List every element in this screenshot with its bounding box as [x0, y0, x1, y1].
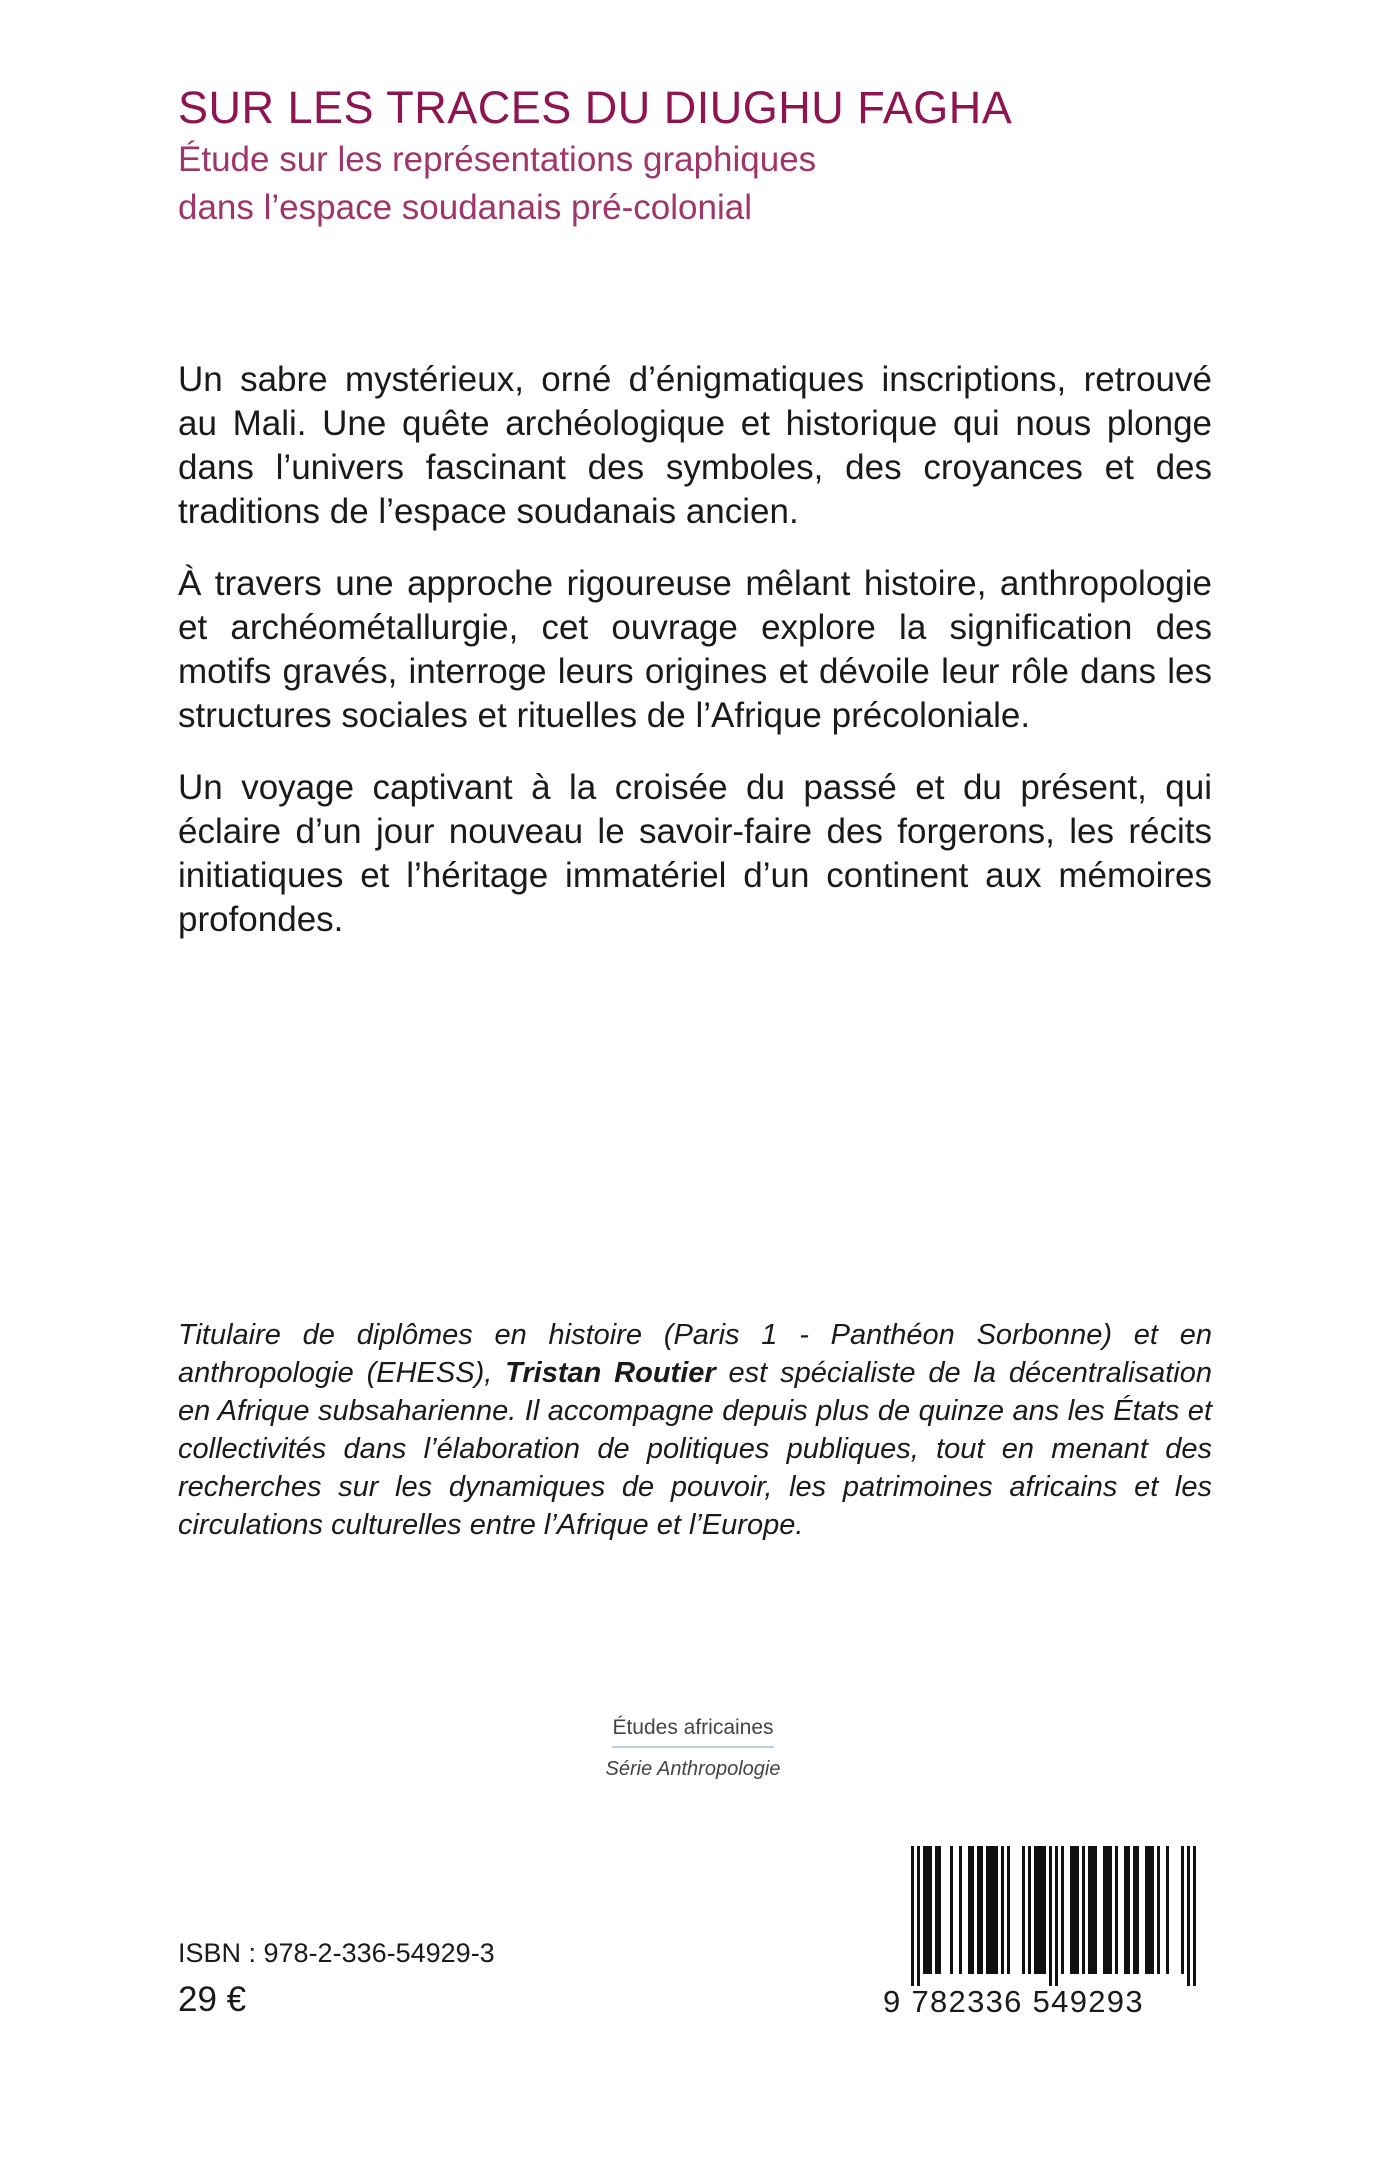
barcode — [883, 1846, 1205, 2038]
barcode-bar — [1055, 1846, 1058, 1986]
barcode-bar — [938, 1846, 941, 1974]
barcode-bar — [1088, 1846, 1091, 1974]
barcode-bar — [1124, 1846, 1127, 1974]
barcode-bar — [935, 1846, 938, 1974]
barcode-bar — [1049, 1846, 1052, 1986]
blurb-paragraph-2: À travers une approche rigoureuse mêlant histoire, anthropologie et archéométallurgie, cet ouvrage explore la signification des motifs gravés, interroge leurs origines et dévoile leur rôle dans les structures sociales et rituelles de l’Afrique précoloniale. — [178, 564, 1212, 735]
barcode-bar — [992, 1846, 995, 1974]
barcode-bar — [1001, 1846, 1004, 1974]
barcode-bar — [917, 1846, 920, 1986]
barcode-bar — [950, 1846, 953, 1974]
barcode-bar — [1133, 1846, 1136, 1974]
barcode-bar — [1109, 1846, 1112, 1974]
barcode-bar — [926, 1846, 929, 1974]
barcode-bar — [911, 1846, 914, 1986]
barcode-bar — [1073, 1846, 1076, 1974]
blurb-paragraph-3: Un voyage captivant à la croisée du passé et du présent, qui éclaire d’un jour nouveau le savoir-faire des forgerons, les récits initiatiques et l’héritage immatériel d’un continent aux mémoires profondes. — [178, 768, 1212, 939]
barcode-bar — [1022, 1846, 1025, 1974]
barcode-bar — [989, 1846, 992, 1974]
barcode-bar — [1061, 1846, 1064, 1974]
barcode-bar — [1040, 1846, 1043, 1974]
barcode-bar — [1082, 1846, 1085, 1974]
barcode-bar — [1127, 1846, 1130, 1974]
series-name: Études africaines — [612, 1716, 773, 1748]
barcode-bar — [1136, 1846, 1139, 1974]
barcode-bar — [968, 1846, 971, 1974]
subtitle-line-2: dans l’espace soudanais pré-colonial — [178, 188, 752, 227]
isbn-number: ISBN : 978-2-336-54929-3 — [178, 1938, 495, 1968]
bio-intro: Titulaire de diplômes en histoire (Paris 1 - Panthéon Sorbonne) et en anthropologie (EHESS), — [178, 1319, 1212, 1389]
bio-rest: est spécialiste de la décentralisation en Afrique subsaharienne. Il accompagne depuis plus de quinze ans les États et collectivités dans l’élaboration de politiques publiques, tout en menant des recherches sur les dynamiques de pouvoir, les patrimoines africains et les circulations culturelles entre l’Afrique et l’Europe. — [178, 1357, 1213, 1541]
barcode-bar — [1103, 1846, 1106, 1974]
barcode-bar — [1070, 1846, 1073, 1974]
barcode-bar — [1028, 1846, 1031, 1974]
barcode-bar — [1151, 1846, 1154, 1974]
barcode-bar — [980, 1846, 983, 1974]
barcode-bar — [1145, 1846, 1148, 1974]
author-name: Tristan Routier — [505, 1357, 716, 1389]
price: 29 € — [178, 1980, 247, 2019]
barcode-bar — [1037, 1846, 1040, 1974]
barcode-bar — [1187, 1846, 1190, 1986]
barcode-bar — [1181, 1846, 1184, 1974]
series-subseries: Série Anthropologie — [605, 1758, 781, 1780]
barcode-bar — [995, 1846, 998, 1974]
blurb-paragraph-1: Un sabre mystérieux, orné d’énigmatiques inscriptions, retrouvé au Mali. Une quête archéologique et historique qui nous plonge dans l’univers fascinant des symboles, des croyances et des traditions de l’espace soudanais ancien. — [178, 360, 1212, 531]
barcode-bar — [1007, 1846, 1010, 1974]
series-logo — [560, 1716, 826, 1781]
barcode-bar — [1094, 1846, 1097, 1974]
barcode-bar — [959, 1846, 962, 1974]
barcode-bar — [977, 1846, 980, 1974]
barcode-bar — [971, 1846, 974, 1974]
subtitle-line-1: Étude sur les représentations graphiques — [178, 140, 817, 179]
barcode-bar — [1193, 1846, 1196, 1986]
barcode-bar — [923, 1846, 926, 1974]
barcode-bar — [1076, 1846, 1079, 1974]
barcode-bar — [1166, 1846, 1169, 1974]
book-subtitle — [178, 136, 816, 232]
barcode-bar — [1034, 1846, 1037, 1974]
barcode-bars — [883, 1846, 1205, 1986]
back-cover-blurb — [178, 358, 1212, 970]
barcode-bar — [1157, 1846, 1160, 1974]
barcode-bar — [1091, 1846, 1094, 1974]
barcode-bar — [1106, 1846, 1109, 1974]
barcode-bar — [1043, 1846, 1046, 1974]
author-bio — [178, 1316, 1212, 1544]
barcode-bar — [1148, 1846, 1151, 1974]
barcode-bar — [1115, 1846, 1118, 1974]
book-title: SUR LES TRACES DU DIUGHU FAGHA — [178, 82, 1013, 133]
barcode-bar — [929, 1846, 932, 1974]
barcode-bar — [986, 1846, 989, 1974]
barcode-digits: 9 782336 549293 — [883, 1984, 1144, 2019]
